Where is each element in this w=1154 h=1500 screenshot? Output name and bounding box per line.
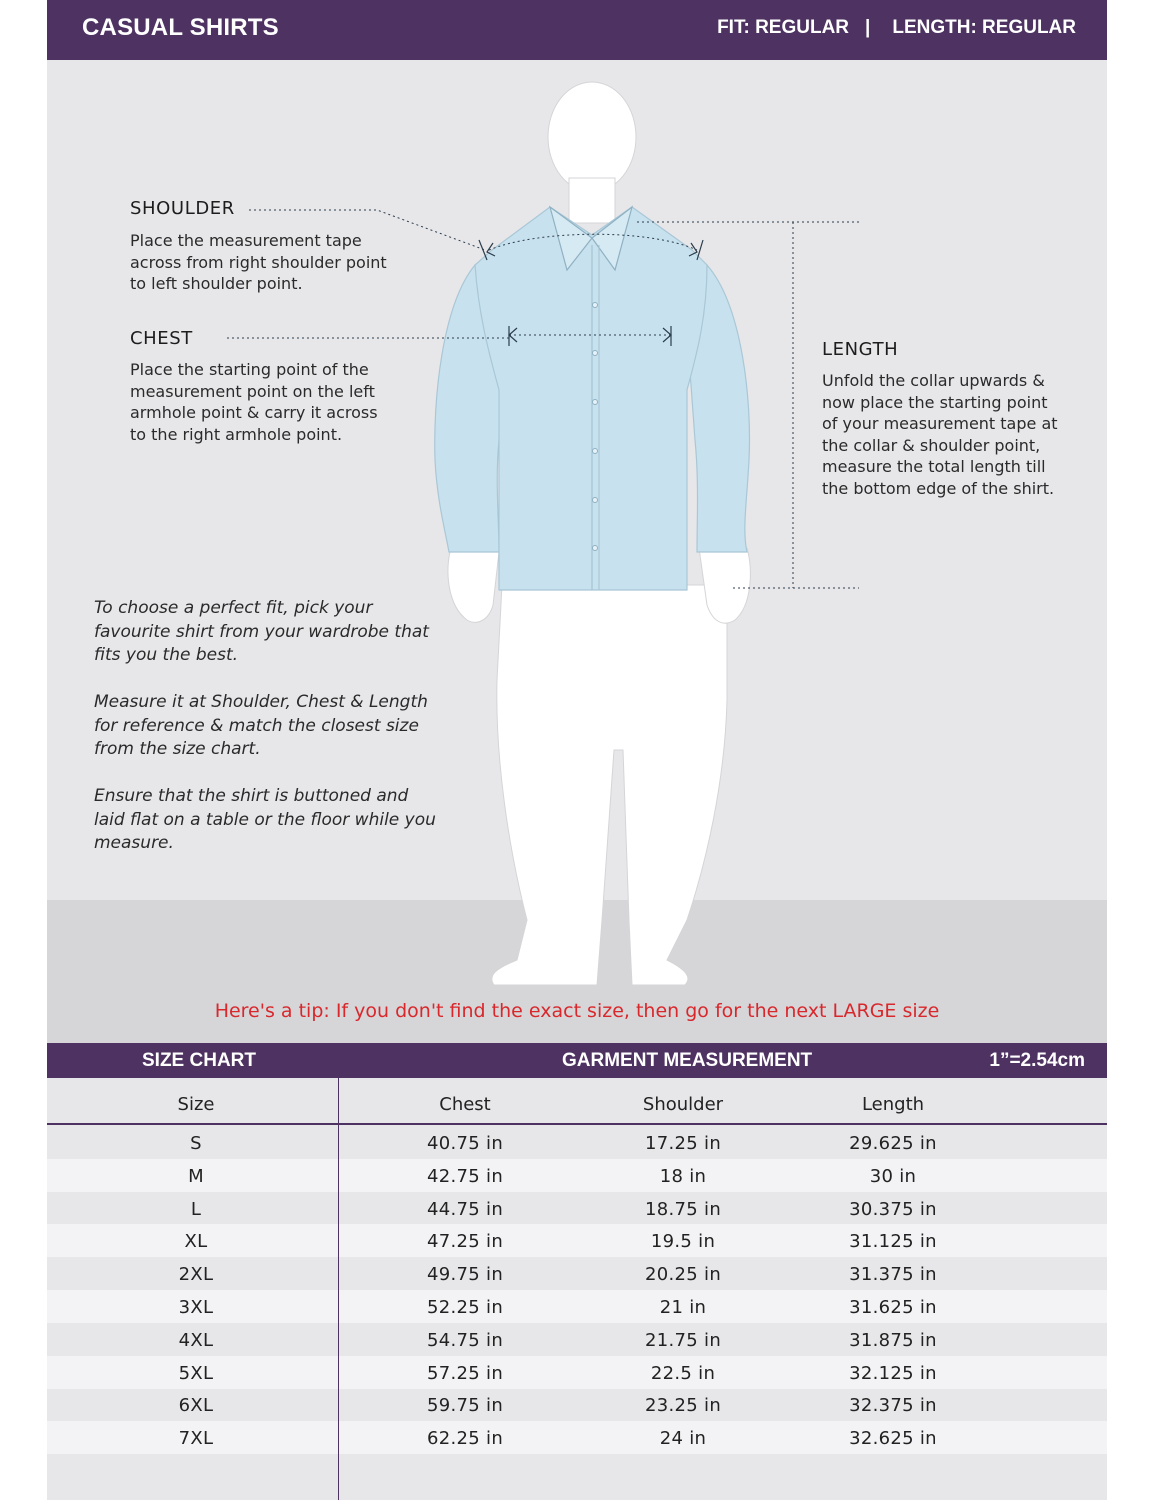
- cell-chest: 47.25 in: [426, 1231, 504, 1252]
- cell-size: 4XL: [178, 1330, 214, 1351]
- fit-label: FIT: REGULAR: [717, 17, 850, 38]
- column-header-chest: Chest: [439, 1094, 491, 1115]
- cell-size: 3XL: [178, 1297, 214, 1318]
- table-row: [47, 1126, 1107, 1159]
- cell-length: 31.875 in: [849, 1330, 937, 1351]
- cell-shoulder: 23.25 in: [644, 1395, 722, 1416]
- cell-size: M: [188, 1166, 204, 1187]
- column-header-size: Size: [177, 1094, 215, 1115]
- cell-chest: 59.75 in: [426, 1395, 504, 1416]
- cell-length: 29.625 in: [849, 1133, 937, 1154]
- cell-shoulder: 22.5 in: [650, 1363, 716, 1384]
- shoulder-heading: SHOULDER: [130, 198, 235, 219]
- chest-heading: CHEST: [130, 328, 193, 349]
- page-title: CASUAL SHIRTS: [82, 14, 279, 41]
- cell-shoulder: 18.75 in: [644, 1199, 722, 1220]
- cell-shoulder: 19.5 in: [650, 1231, 716, 1252]
- unit-conversion: 1”=2.54cm: [989, 1050, 1085, 1071]
- cell-shoulder: 24 in: [659, 1428, 707, 1449]
- size-chart-header: [47, 1043, 1107, 1078]
- cell-chest: 57.25 in: [426, 1363, 504, 1384]
- cell-length: 32.125 in: [849, 1363, 937, 1384]
- size-chart-title: SIZE CHART: [142, 1050, 256, 1071]
- table-header-divider: [47, 1123, 1107, 1125]
- garment-measurement-title: GARMENT MEASUREMENT: [562, 1050, 813, 1071]
- cell-shoulder: 20.25 in: [644, 1264, 722, 1285]
- column-header-length: Length: [861, 1094, 925, 1115]
- cell-chest: 62.25 in: [426, 1428, 504, 1449]
- length-instructions: Unfold the collar upwards & now place the starting point of your measurement tape at the collar & shoulder point, measure the total length till the bottom edge of the shirt.: [822, 371, 1058, 498]
- cell-size: S: [190, 1133, 202, 1154]
- cell-length: 31.625 in: [849, 1297, 937, 1318]
- length-heading: LENGTH: [822, 339, 899, 360]
- cell-chest: 54.75 in: [426, 1330, 504, 1351]
- table-row: [47, 1159, 1107, 1192]
- header-bar: [47, 0, 1107, 60]
- cell-size: 2XL: [178, 1264, 214, 1285]
- advice-paragraph-3: Ensure that the shirt is buttoned and laid flat on a table or the floor while you measure.: [94, 786, 436, 853]
- table-row: [47, 1290, 1107, 1323]
- sizing-tip: Here's a tip: If you don't find the exact size, then go for the next LARGE size: [214, 1000, 940, 1022]
- chest-instructions: Place the starting point of the measurement point on the left armhole point & carry it across to the right armhole point.: [130, 360, 378, 444]
- table-row: [47, 1388, 1107, 1421]
- cell-length: 30.375 in: [849, 1199, 937, 1220]
- cell-size: 6XL: [178, 1395, 214, 1416]
- size-guide-sheet: [47, 0, 1107, 1500]
- size-column-divider: [338, 1078, 339, 1500]
- cell-chest: 52.25 in: [426, 1297, 504, 1318]
- cell-chest: 40.75 in: [426, 1133, 504, 1154]
- cell-length: 32.375 in: [849, 1395, 937, 1416]
- advice-paragraph-2: Measure it at Shoulder, Chest & Length for reference & match the closest size from the size chart.: [94, 692, 428, 759]
- cell-shoulder: 21 in: [659, 1297, 707, 1318]
- table-row: [47, 1224, 1107, 1257]
- cell-length: 30 in: [869, 1166, 917, 1187]
- table-row: [47, 1192, 1107, 1225]
- cell-size: 7XL: [178, 1428, 214, 1449]
- cell-shoulder: 17.25 in: [644, 1133, 722, 1154]
- cell-shoulder: 18 in: [659, 1166, 707, 1187]
- cell-chest: 49.75 in: [426, 1264, 504, 1285]
- advice-paragraph-1: To choose a perfect fit, pick your favourite shirt from your wardrobe that fits you the best.: [94, 598, 429, 665]
- cell-size: L: [190, 1199, 202, 1220]
- table-row: [47, 1421, 1107, 1454]
- column-header-shoulder: Shoulder: [642, 1094, 724, 1115]
- table-row: [47, 1323, 1107, 1356]
- cell-size: 5XL: [178, 1363, 214, 1384]
- cell-chest: 44.75 in: [426, 1199, 504, 1220]
- cell-chest: 42.75 in: [426, 1166, 504, 1187]
- shoulder-instructions: Place the measurement tape across from right shoulder point to left shoulder point.: [130, 231, 387, 293]
- cell-size: XL: [184, 1231, 208, 1252]
- size-table: [47, 1078, 1107, 1500]
- table-row: [47, 1257, 1107, 1290]
- cell-length: 31.375 in: [849, 1264, 937, 1285]
- fit-info: [717, 17, 1076, 39]
- length-label: LENGTH: REGULAR: [892, 17, 1076, 38]
- cell-length: 31.125 in: [849, 1231, 937, 1252]
- table-row: [47, 1356, 1107, 1389]
- header-separator: |: [865, 17, 871, 38]
- cell-length: 32.625 in: [849, 1428, 937, 1449]
- cell-shoulder: 21.75 in: [644, 1330, 722, 1351]
